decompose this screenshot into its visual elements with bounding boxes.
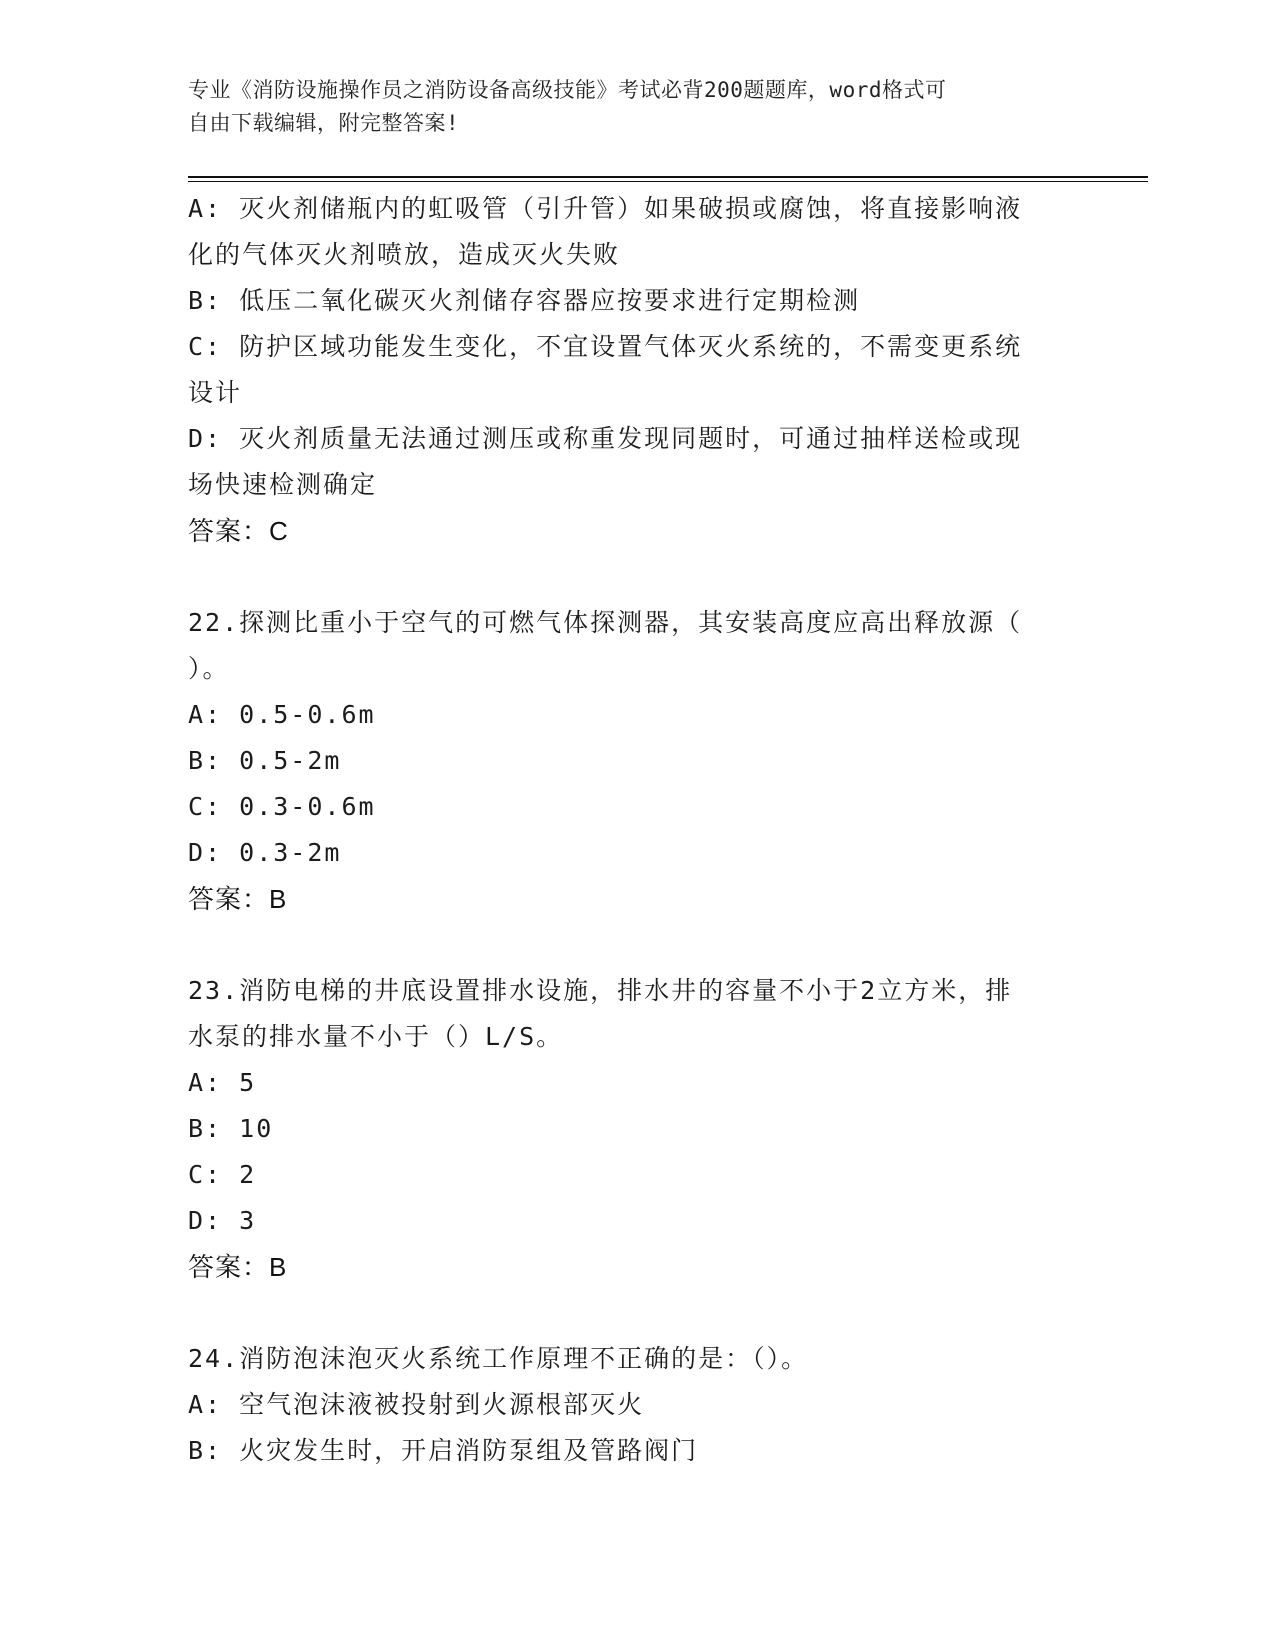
option-a-line-2: 化的气体灭火剂喷放，造成灭火失败 — [188, 240, 621, 269]
option-c: C: 2 — [188, 1160, 257, 1189]
header-title-line-2: 自由下载编辑，附完整答案! — [188, 111, 460, 135]
header-divider-thick — [188, 176, 1148, 178]
option-b: B: 火灾发生时，开启消防泵组及管路阀门 — [188, 1436, 699, 1465]
option-b: B: 10 — [188, 1114, 274, 1143]
header-divider-thin — [188, 181, 1148, 182]
option-a-line-1: A: 灭火剂储瓶内的虹吸管（引升管）如果破损或腐蚀，将直接影响液 — [188, 194, 1023, 223]
header-title-line-1: 专业《消防设施操作员之消防设备高级技能》考试必背200题题库，word格式可 — [188, 78, 947, 102]
option-a: A: 0.5-0.6m — [188, 700, 376, 729]
question-24 — [188, 1336, 1078, 1474]
option-d-line-1: D: 灭火剂质量无法通过测压或称重发现同题时，可通过抽样送检或现 — [188, 424, 1023, 453]
question-23-stem-line-1: 23.消防电梯的井底设置排水设施，排水井的容量不小于2立方米，排 — [188, 976, 1013, 1005]
option-b: B: 0.5-2m — [188, 746, 342, 775]
spacer — [188, 1290, 1078, 1336]
option-c: C: 0.3-0.6m — [188, 792, 376, 821]
question-23-stem-line-2: 水泵的排水量不小于（）L/S。 — [188, 1022, 564, 1051]
question-22 — [188, 600, 1078, 922]
question-24-stem: 24.消防泡沫泡灭火系统工作原理不正确的是：（）。 — [188, 1344, 809, 1373]
option-a: A: 空气泡沫液被投射到火源根部灭火 — [188, 1390, 645, 1419]
spacer — [188, 554, 1078, 600]
question-list — [188, 186, 1078, 1474]
option-d-line-2: 场快速检测确定 — [188, 470, 378, 499]
spacer — [188, 922, 1078, 968]
question-21-options — [188, 186, 1078, 554]
answer-21: 答案：C — [188, 516, 289, 546]
question-23 — [188, 968, 1078, 1290]
option-d: D: 3 — [188, 1206, 257, 1235]
option-c-line-1: C: 防护区域功能发生变化，不宜设置气体灭火系统的，不需变更系统 — [188, 332, 1023, 361]
option-c-line-2: 设计 — [188, 378, 243, 407]
answer-22: 答案：B — [188, 884, 288, 914]
option-d: D: 0.3-2m — [188, 838, 342, 867]
question-22-stem-line-2: ）。 — [188, 654, 230, 683]
option-a: A: 5 — [188, 1068, 257, 1097]
document-header — [188, 74, 1068, 140]
option-b: B: 低压二氧化碳灭火剂储存容器应按要求进行定期检测 — [188, 286, 861, 315]
answer-23: 答案：B — [188, 1252, 288, 1282]
question-22-stem-line-1: 22.探测比重小于空气的可燃气体探测器，其安装高度应高出释放源（ — [188, 608, 1023, 637]
